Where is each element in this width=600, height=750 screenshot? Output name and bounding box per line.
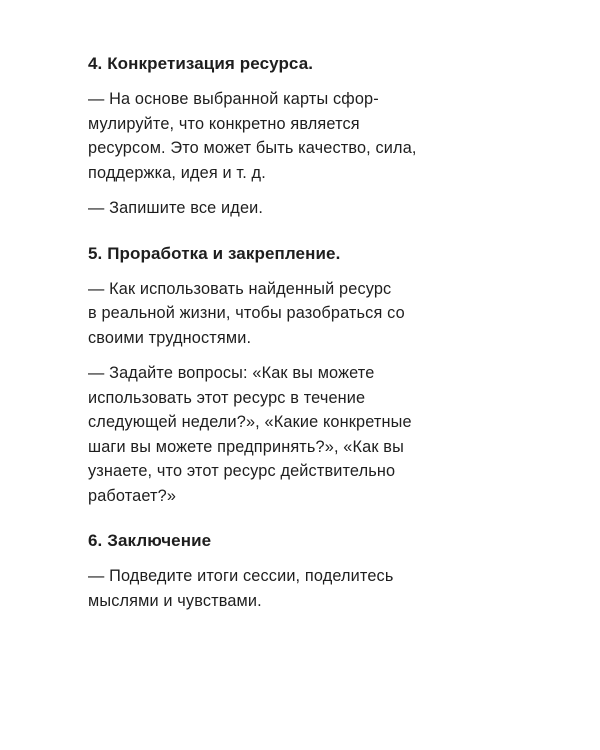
paragraph [88, 196, 558, 221]
text-line: — Запишите все идеи. [88, 199, 264, 217]
section-6 [88, 529, 558, 613]
text-line: своими трудностями. [88, 328, 252, 347]
text-line: — Как использовать найденный ресурс [88, 279, 392, 298]
text-line: — На основе выбранной карты сфор- [88, 90, 379, 108]
paragraph [88, 87, 558, 185]
text-line: шаги вы можете предпринять?», «Как вы [88, 437, 404, 456]
paragraph [88, 564, 558, 613]
text-line: мыслями и чувствами. [88, 591, 262, 610]
section-4 [88, 52, 558, 221]
text-line: — Подведите итоги сессии, поделитесь [88, 567, 394, 585]
text-line: узнаете, что этот ресурс действительно [88, 462, 396, 480]
text-line: — Задайте вопросы: «Как вы можете [88, 364, 375, 382]
text-line: ресурсом. Это может быть качество, сила, [88, 139, 417, 157]
section-5 [88, 242, 558, 509]
text-line: в реальной жизни, чтобы разобраться со [88, 304, 405, 322]
text-line: использовать этот ресурс в течение [88, 388, 366, 407]
paragraph [88, 361, 558, 508]
text-line: следующей недели?», «Какие конкретные [88, 413, 412, 431]
document-page [88, 52, 558, 613]
paragraph [88, 277, 558, 351]
section-title: 5. Проработка и закрепление. [88, 243, 341, 263]
text-line: мулируйте, что конкретно является [88, 114, 360, 133]
section-title: 4. Конкретизация ресурса. [88, 54, 314, 73]
section-title: 6. Заключение [88, 531, 212, 550]
text-line: работает?» [88, 486, 177, 505]
text-line: поддержка, идея и т. д. [88, 163, 266, 182]
